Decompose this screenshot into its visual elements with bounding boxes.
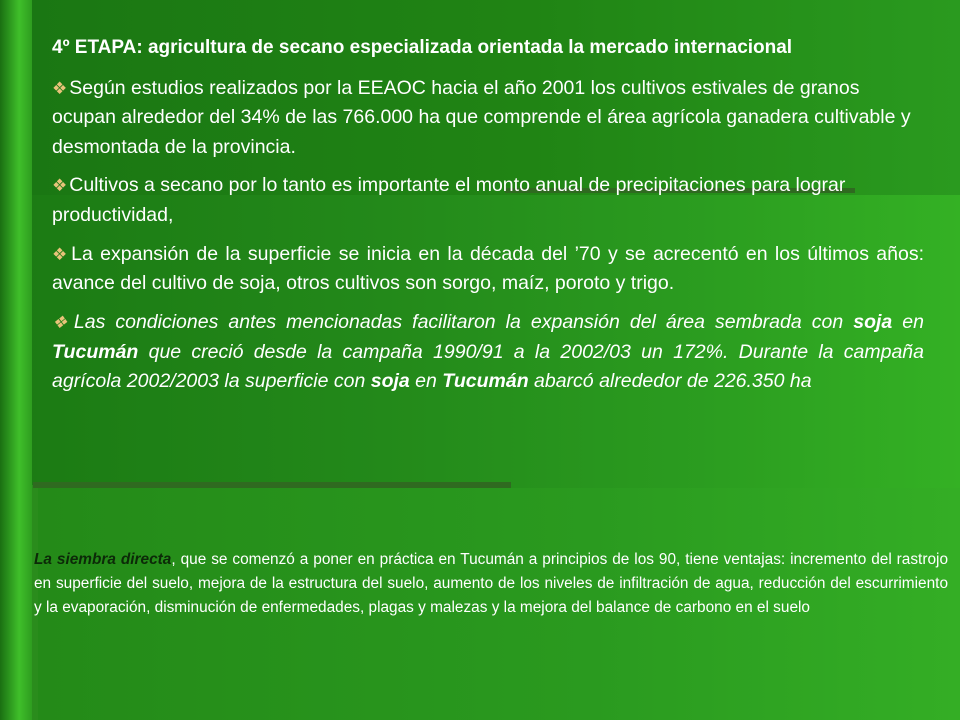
bottom-note-emphasis: La siembra directa	[34, 551, 172, 568]
paragraph-4-part-5: abarcó alrededor de 226.350 ha	[528, 370, 812, 393]
divider-line-lower	[33, 482, 511, 488]
paragraph-4-bold-1: soja	[853, 310, 893, 333]
paragraph-4-part-3: que creció desde la campaña 1990/91 a la 2002/03 un 172%. Durante la campaña agrícola 2002/2003 la superficie con	[52, 340, 924, 393]
left-accent-bar	[0, 0, 32, 720]
bottom-note	[34, 548, 948, 620]
slide-content	[52, 34, 924, 406]
four-petal-star-icon: ❖	[52, 176, 68, 196]
slide-heading: 4º ETAPA: agricultura de secano especializada orientada la mercado internacional	[52, 37, 793, 58]
bullet-paragraph-4	[52, 308, 924, 397]
four-petal-star-icon: ❖	[52, 78, 68, 98]
paragraph-4-part-4: en	[409, 370, 443, 393]
bottom-note-text: , que se comenzó a poner en práctica en Tucumán a principios de los 90, tiene ventajas: incremento del rastrojo en superficie del suelo, mejora de la estructura del suelo, aumento de los niveles de infiltración de agua, reducción del escurrimiento y la evaporación, disminución de enfermedades, plagas y malezas y la mejora del balance de carbono en el suelo	[34, 551, 948, 616]
paragraph-3-text: La expansión de la superficie se inicia en la década del ’70 y se acrecentó en los últimos años: avance del cultivo de soja, otros cultivos son sorgo, maíz, poroto y trigo.	[52, 242, 924, 295]
bullet-paragraph-1	[52, 74, 924, 163]
paragraph-4-bold-4: Tucumán	[442, 370, 529, 393]
paragraph-4-bold-3: soja	[370, 370, 410, 393]
bullet-paragraph-2	[52, 171, 924, 230]
paragraph-4-part-1: Las condiciones antes mencionadas facilitaron la expansión del área sembrada con	[73, 310, 854, 333]
four-petal-star-icon: ❖	[52, 312, 72, 332]
paragraph-4-part-2: en	[892, 310, 925, 333]
paragraph-4-bold-2: Tucumán	[52, 340, 139, 363]
bullet-paragraph-3	[52, 240, 924, 299]
paragraph-1-text: Según estudios realizados por la EEAOC hacia el año 2001 los cultivos estivales de granos ocupan alrededor del 34% de las 766.000 ha que comprende el área agrícola ganadera cultivable y desmontada de la provincia.	[52, 76, 911, 158]
four-petal-star-icon: ❖	[52, 244, 70, 264]
paragraph-2-text: Cultivos a secano por lo tanto es importante el monto anual de precipitaciones para lograr productividad,	[52, 174, 846, 227]
